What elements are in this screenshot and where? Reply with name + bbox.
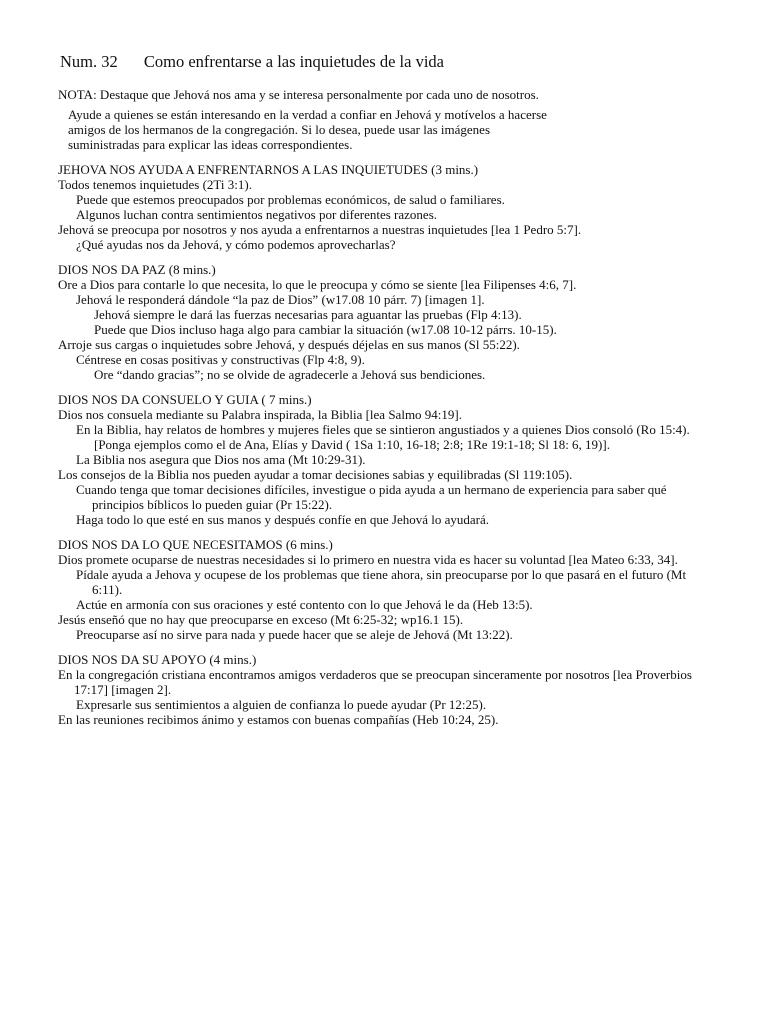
outline-point: Actúe en armonía con sus oraciones y esté contento con lo que Jehová le da (Heb 13:5). [76, 597, 533, 612]
outline-section [58, 392, 708, 527]
outline-point: Haga todo lo que esté en sus manos y después confíe en que Jehová lo ayudará. [76, 512, 489, 527]
outline-point: ¿Qué ayudas nos da Jehová, y cómo podemos aprovecharlas? [76, 237, 396, 252]
outline-point: En las reuniones recibimos ánimo y estamos con buenas compañías (Heb 10:24, 25). [58, 712, 499, 727]
outline-section [58, 652, 708, 727]
outline-point: Pídale ayuda a Jehova y ocupese de los problemas que tiene ahora, sin preocuparse por lo que pasará en el futuro (Mt 6:11). [76, 567, 687, 597]
outline-point: Los consejos de la Biblia nos pueden ayudar a tomar decisiones sabias y equilibradas (Sl 119:105). [58, 467, 573, 482]
outline-page [58, 52, 708, 727]
outline-point: En la congregación cristiana encontramos amigos verdaderos que se preocupan sinceramente por nosotros [lea Proverbios 17:17] [imagen 2]. [58, 667, 692, 697]
outline-point: Jehová se preocupa por nosotros y nos ayuda a enfrentarnos a nuestras inquietudes [lea 1 Pedro 5:7]. [58, 222, 582, 237]
section-heading: DIOS NOS DA LO QUE NECESITAMOS (6 mins.) [58, 537, 333, 552]
note-block [58, 87, 708, 152]
outline-number: Num. 32 [60, 52, 118, 71]
outline-point: Puede que estemos preocupados por problemas económicos, de salud o familiares. [76, 192, 505, 207]
outline-point: Puede que Dios incluso haga algo para cambiar la situación (w17.08 10-12 párrs. 10-15). [94, 322, 557, 337]
outline-point: Ore a Dios para contarle lo que necesita, lo que le preocupa y cómo se siente [lea Filipenses 4:6, 7]. [58, 277, 577, 292]
outline-point: Dios promete ocuparse de nuestras necesidades si lo primero en nuestra vida es hacer su voluntad [lea Mateo 6:33, 34]. [58, 552, 678, 567]
outline-point: Todos tenemos inquietudes (2Ti 3:1). [58, 177, 252, 192]
outline-point: Arroje sus cargas o inquietudes sobre Jehová, y después déjelas en sus manos (Sl 55:22). [58, 337, 520, 352]
outline-section [58, 537, 708, 642]
page-title [60, 52, 708, 72]
outline-point: Algunos luchan contra sentimientos negativos por diferentes razones. [76, 207, 438, 222]
section-heading: DIOS NOS DA CONSUELO Y GUIA ( 7 mins.) [58, 392, 312, 407]
outline-point: Jehová le responderá dándole “la paz de Dios” (w17.08 10 párr. 7) [imagen 1]. [76, 292, 485, 307]
outline-point: Preocuparse así no sirve para nada y puede hacer que se aleje de Jehová (Mt 13:22). [76, 627, 513, 642]
outline-point: Jehová siempre le dará las fuerzas necesarias para aguantar las pruebas (Flp 4:13). [94, 307, 522, 322]
outline-point: Cuando tenga que tomar decisiones difíciles, investigue o pida ayuda a un hermano de experiencia para saber qué principios bíblicos lo pueden guiar (Pr 15:22). [76, 482, 667, 512]
outline-point: [Ponga ejemplos como el de Ana, Elías y David ( 1Sa 1:10, 16-18; 2:8; 1Re 19:1-18; Sl 18: 6, 19)]. [94, 437, 610, 452]
outline-point: Dios nos consuela mediante su Palabra inspirada, la Biblia [lea Salmo 94:19]. [58, 407, 462, 422]
outline-point: Expresarle sus sentimientos a alguien de confianza lo puede ayudar (Pr 12:25). [76, 697, 487, 712]
section-heading: DIOS NOS DA PAZ (8 mins.) [58, 262, 216, 277]
section-heading: DIOS NOS DA SU APOYO (4 mins.) [58, 652, 257, 667]
note-line: Ayude a quienes se están interesando en la verdad a confiar en Jehová y motívelos a hacerse [68, 107, 547, 122]
note-line: amigos de los hermanos de la congregación. Si lo desea, puede usar las imágenes [68, 122, 491, 137]
outline-section [58, 262, 708, 382]
outline-section [58, 162, 708, 252]
outline-point: La Biblia nos asegura que Dios nos ama (Mt 10:29-31). [76, 452, 366, 467]
outline-point: Jesús enseñó que no hay que preocuparse en exceso (Mt 6:25-32; wp16.1 15). [58, 612, 464, 627]
outline-sections [58, 162, 708, 727]
outline-point: Ore “dando gracias”; no se olvide de agradecerle a Jehová sus bendiciones. [94, 367, 486, 382]
note-line: suministradas para explicar las ideas correspondientes. [68, 137, 353, 152]
note-line: NOTA: Destaque que Jehová nos ama y se interesa personalmente por cada uno de nosotros. [58, 87, 539, 102]
outline-title: Como enfrentarse a las inquietudes de la vida [143, 52, 444, 71]
outline-point: Céntrese en cosas positivas y constructivas (Flp 4:8, 9). [76, 352, 365, 367]
section-heading: JEHOVA NOS AYUDA A ENFRENTARNOS A LAS INQUIETUDES (3 mins.) [58, 162, 479, 177]
outline-point: En la Biblia, hay relatos de hombres y mujeres fieles que se sintieron angustiados y a quienes Dios consoló (Ro 15:4). [76, 422, 690, 437]
